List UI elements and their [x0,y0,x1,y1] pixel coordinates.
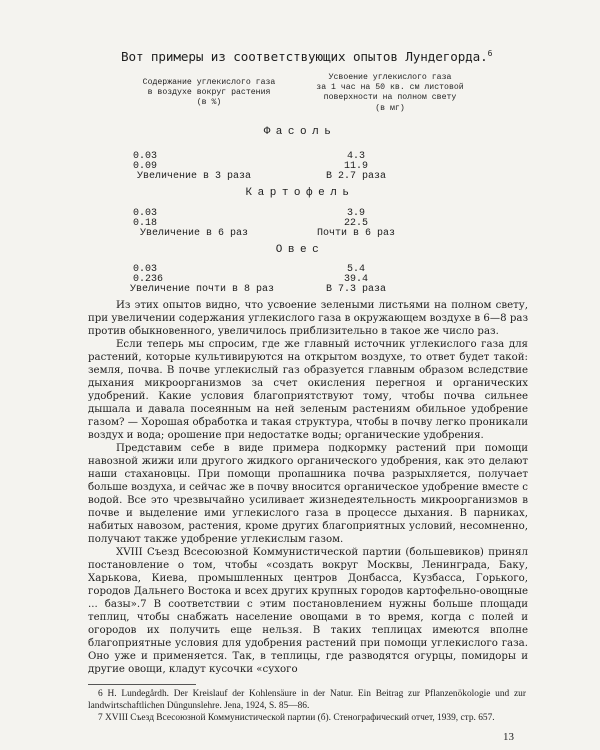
footnote-separator [88,684,196,685]
crop-heading-oats: Овес [275,244,325,256]
intro-text: Вот примеры из соответствующих опытов Лундегорда. [121,49,488,65]
body-text [88,300,528,677]
uptake-value: 3.9 [346,208,365,219]
intro-line [121,49,492,64]
uptake-value: 11.9 [343,161,368,172]
co2-value: 0.03 [133,151,158,162]
uptake-value: 39.4 [343,274,368,285]
footnote-ref-6: 6 [487,49,493,58]
crop-heading-potato: Картофель [245,187,355,199]
paragraph: XVIII Съезд Всесоюзной Коммунистической партии (большевиков) принял постановление о том, чтобы «создать вокруг Москвы, Ленинграда, Баку, Харькова, Киева, промышленных центров Донбасса, Кузбасса, Горького, городов Дальнего Востока и всех других крупных городов картофельно-овощные ... базы».7 В соответствии с этим постановлением нужны больше площади теплиц, чтобы снабжать население овощами в то время, когда с полей и огородов их получить еще нельзя. В таких теплицах имеются вполне благоприятные условия для удобрения растений при помощи углекислого газа. Оно уже и применяется. Так, в теплицы, где разводятся огурцы, помидоры и другие овощи, кладут кусочки «сухого [88,546,528,675]
paragraph: Из этих опытов видно, что усвоение зелеными листьями на полном свету, при увеличении содержания углекислого газа в окружающем воздухе в 6—8 раз против обыкновенного, увеличилось приблизительно в такое же число раз. [88,300,528,337]
co2-value: 0.236 [133,274,164,285]
co2-value: 0.18 [133,218,158,229]
increase-left: Увеличение в 3 раза [136,171,252,182]
uptake-value: 22.5 [343,218,368,229]
page-number: 13 [503,731,514,743]
footnote-7: 7 XVIII Съезд Всесоюзной Коммунистической партии (б). Стенографический отчет, 1939, стр. 657. [98,713,495,723]
footnotes [88,688,526,724]
increase-right: Почти в 6 раз [316,228,395,239]
increase-left: Увеличение почти в 8 раз [130,284,275,295]
column-header-co2-uptake: Усвоение углекислого газа за 1 час на 50 кв. см листовой поверхности на полном свету (в мг) [316,73,464,113]
column-header-co2-content: Содержание углекислого газа в воздухе вокруг растения (в %) [142,78,276,108]
increase-left: Увеличение в 6 раз [139,228,249,239]
uptake-value: 4.3 [346,151,365,162]
increase-right: В 7.3 раза [325,284,386,295]
uptake-value: 5.4 [346,264,365,275]
increase-right: В 2.7 раза [325,171,386,182]
paragraph: Если теперь мы спросим, где же главный источник углекислого газа для растений, которые культивируются на открытом воздухе, то ответ будет такой: земля, почва. В почве углекислый газ образуется главным образом вследствие дыхания микроорганизмов за счет окисления перегноя и органических удобрений. Какие условия благоприятствуют тому, чтобы почва сильнее дышала и давала посеянным на ней зеленым растениям обильное удобрение газом? — Хорошая обработка и такая структура, чтобы в почву легко проникали воздух и вода; орошение при недостатке воды; органические удобрения. [88,338,528,441]
co2-value: 0.09 [133,161,158,172]
paragraph: Представим себе в виде примера подкормку растений при помощи навозной жижи или другого жидкого органического удобрения, как это делают наши стахановцы. При помощи пропашника почва разрыхляется, получает больше воздуха, и сейчас же в почву вносится органическое удобрение вместе с водой. Все это чрезвычайно усиливает жизнедеятельность микроорганизмов в почве и выделение ими углекислого газа в процессе дыхания. В парниках, набитых навозом, растения, кроме других благоприятных условий, несомненно, получают также удобрение углекислым газом. [88,442,528,545]
crop-heading-beans: Фасоль [263,126,337,138]
co2-value: 0.03 [133,208,158,219]
co2-value: 0.03 [133,264,158,275]
footnote-6: 6 H. Lundegårdh. Der Kreislauf der Kohlensäure in der Natur. Ein Beitrag zur Pflanzenökologie und zur landwirtschaftlichen Düngunslehre. Jena, 1924, S. 85—86. [88,689,526,711]
